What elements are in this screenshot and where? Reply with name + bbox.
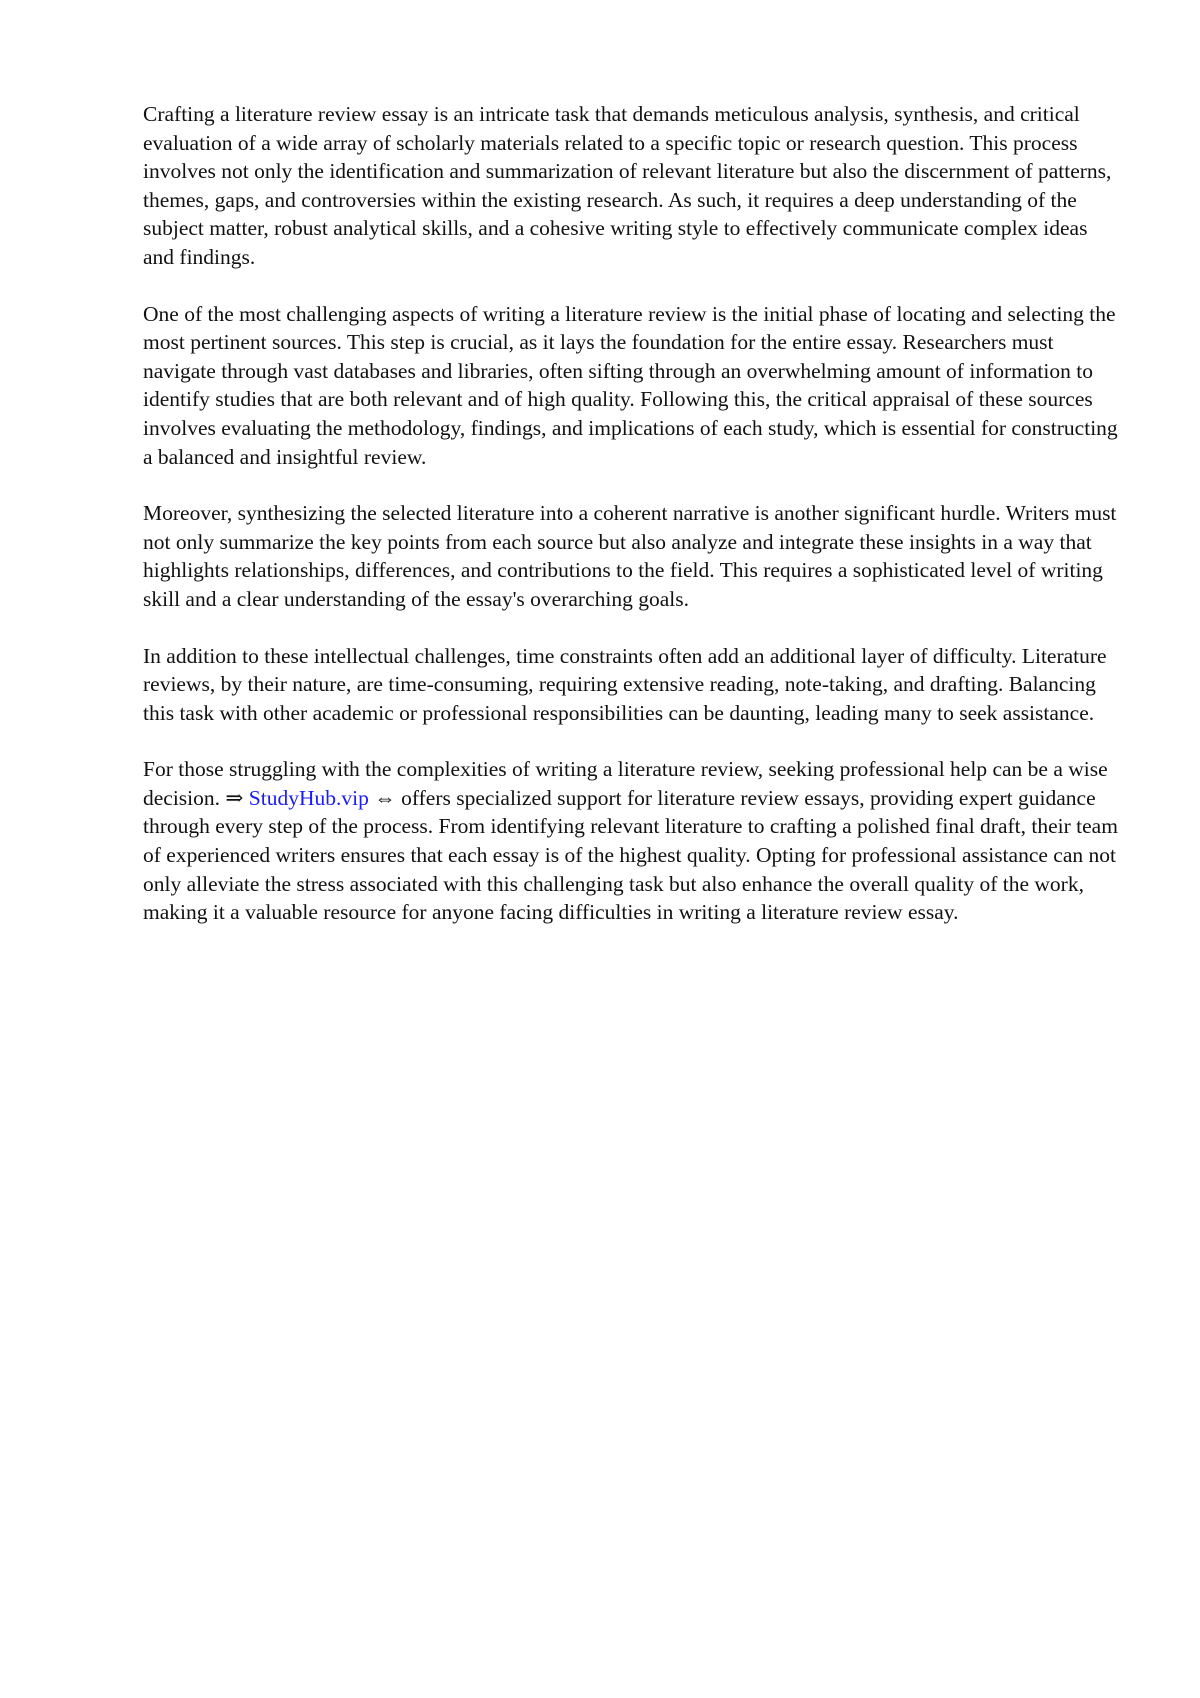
paragraph-5-intro: For those struggling with the complexities of writing a literature review, seeking professional help can be a wise decision. ⇒ bbox=[143, 757, 1108, 810]
paragraph-2: One of the most challenging aspects of writing a literature review is the initial phase of locating and selecting the most pertinent sources. This step is crucial, as it lays the foundation for the entire essay. Researchers must navigate through vast databases and libraries, often sifting through an overwhelming amount of information to identify studies that are both relevant and of high quality. Following this, the critical appraisal of these sources involves evaluating the methodology, findings, and implications of each study, which is essential for constructing a balanced and insightful review. bbox=[143, 301, 1118, 469]
paragraph-1: Crafting a literature review essay is an intricate task that demands meticulous analysis, synthesis, and critical evaluation of a wide array of scholarly materials related to a specific topic or research question. This process involves not only the identification and summarization of relevant literature but also the discernment of patterns, themes, gaps, and controversies within the existing research. As such, it requires a deep understanding of the subject matter, robust analytical skills, and a cohesive writing style to effectively communicate complex ideas and findings. bbox=[143, 102, 1112, 269]
paragraph-5-rest: ⇔ offers specialized support for literature review essays, providing expert guidance through every step of the process. From identifying relevant literature to crafting a polished final draft, their team of experienced writers ensures that each essay is of the highest quality. Opting for professional assistance can not only alleviate the stress associated with this challenging task but also enhance the overall quality of the work, making it a valuable resource for anyone facing difficulties in writing a literature review essay. bbox=[143, 785, 1118, 925]
paragraph-5 bbox=[143, 755, 1123, 927]
paragraph-4: In addition to these intellectual challenges, time constraints often add an additional layer of difficulty. Literature reviews, by their nature, are time-consuming, requiring extensive reading, note-taking, and drafting. Balancing this task with other academic or professional responsibilities can be daunting, leading many to seek assistance. bbox=[143, 643, 1107, 725]
document-body bbox=[143, 100, 1123, 955]
paragraph-3: Moreover, synthesizing the selected literature into a coherent narrative is another significant hurdle. Writers must not only summarize the key points from each source but also analyze and integrate these insights in a way that highlights relationships, differences, and contributions to the field. This requires a sophisticated level of writing skill and a clear understanding of the essay's overarching goals. bbox=[143, 501, 1117, 611]
studyhub-link[interactable]: StudyHub.vip bbox=[248, 785, 369, 810]
